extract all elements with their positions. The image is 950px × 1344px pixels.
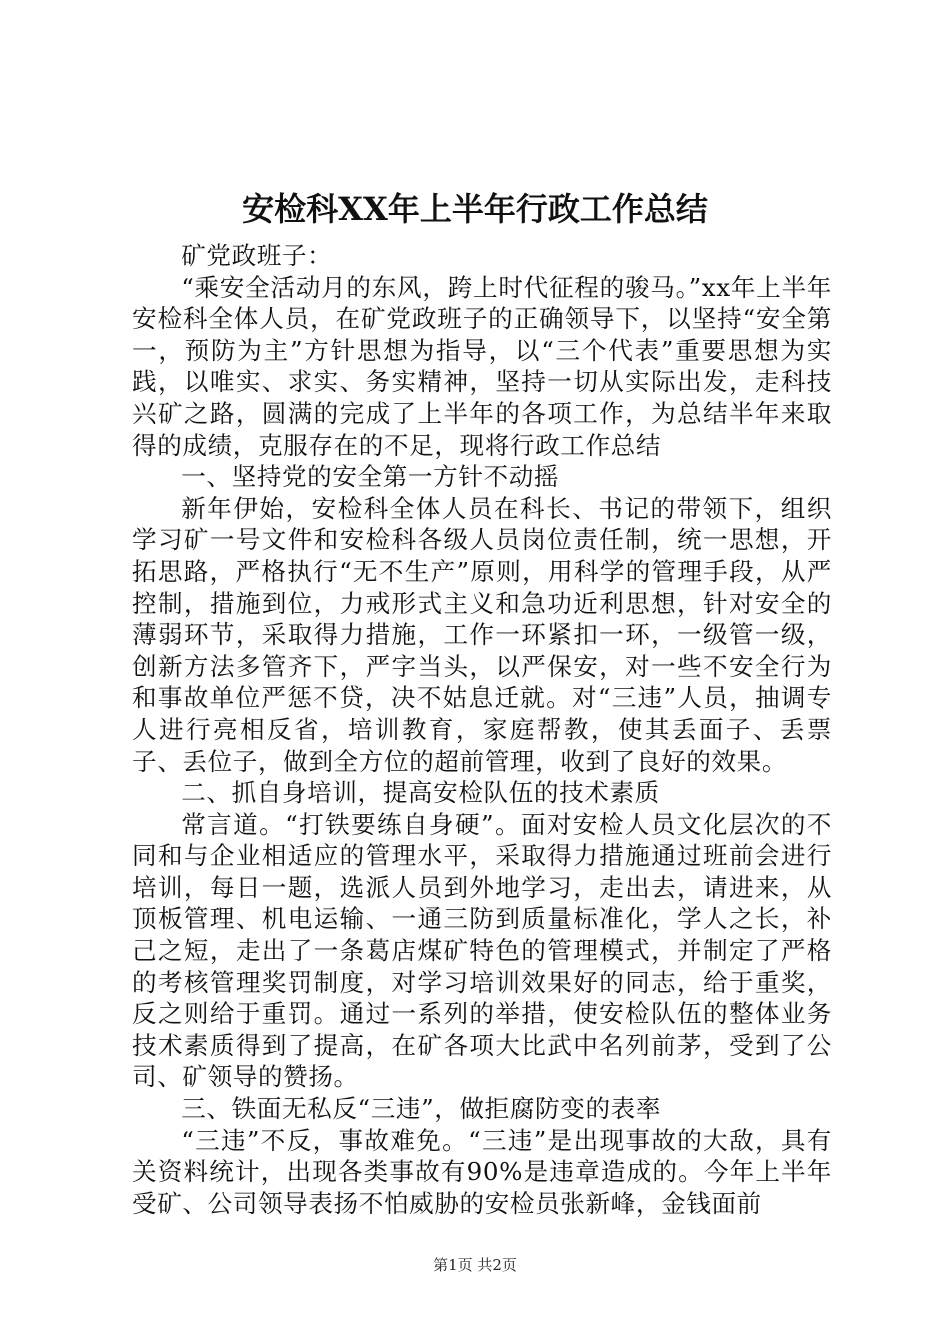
document-body	[132, 240, 832, 1219]
document-title: 安检科XX年上半年行政工作总结	[242, 190, 708, 228]
salutation-paragraph: 矿党政班子：	[181, 241, 333, 270]
section-heading-1: 一、坚持党的安全第一方针不动摇	[181, 462, 560, 492]
section-body-3: “三违”不反，事故难免。“三违”是出现事故的大敌，具有关资料统计，出现各类事故有90%是违章造成的。今年上半年受矿、公司领导表扬不怕威胁的安检员张新峰，金钱面前	[132, 1125, 832, 1218]
section-body-1: 新年伊始，安检科全体人员在科长、书记的带领下，组织学习矿一号文件和安检科各级人员岗位责任制，统一思想，开拓思路，严格执行“无不生产”原则，用科学的管理手段，从严控制，措施到位，力戒形式主义和急功近利思想，针对安全的薄弱环节，采取得力措施，工作一环紧扣一环，一级管一级，创新方法多管齐下，严字当头，以严保安，对一些不安全行为和事故单位严惩不贷，决不姑息迁就。对“三违”人员，抽调专人进行亮相反省，培训教育，家庭帮教，使其丢面子、丢票子、丢位子，做到全方位的超前管理，收到了良好的效果。	[132, 493, 832, 776]
intro-paragraph: “乘安全活动月的东风，跨上时代征程的骏马。”xx年上半年安检科全体人员，在矿党政班子的正确领导下，以坚持“安全第一，预防为主”方针思想为指导，以“三个代表”重要思想为实践，以唯实、求实、务实精神，坚持一切从实际出发，走科技兴矿之路，圆满的完成了上半年的各项工作，为总结半年来取得的成绩，克服存在的不足，现将行政工作总结	[132, 272, 832, 460]
section-heading-3: 三、铁面无私反“三违”，做拒腐防变的表率	[181, 1094, 662, 1124]
section-body-2: 常言道。“打铁要练自身硬”。面对安检人员文化层次的不同和与企业相适应的管理水平，采取得力措施通过班前会进行培训，每日一题，选派人员到外地学习，走出去，请进来，从顶板管理、机电运输、一通三防到质量标准化，学人之长，补己之短，走出了一条葛店煤矿特色的管理模式，并制定了严格的考核管理奖罚制度，对学习培训效果好的同志，给于重奖，反之则给于重罚。通过一系列的举措，使安检队伍的整体业务技术素质得到了提高，在矿各项大比武中名列前茅，受到了公司、矿领导的赞扬。	[132, 809, 832, 1092]
page-number-footer: 第1页 共2页	[433, 1256, 517, 1274]
section-heading-2: 二、抓自身培训，提高安检队伍的技术素质	[181, 778, 660, 808]
